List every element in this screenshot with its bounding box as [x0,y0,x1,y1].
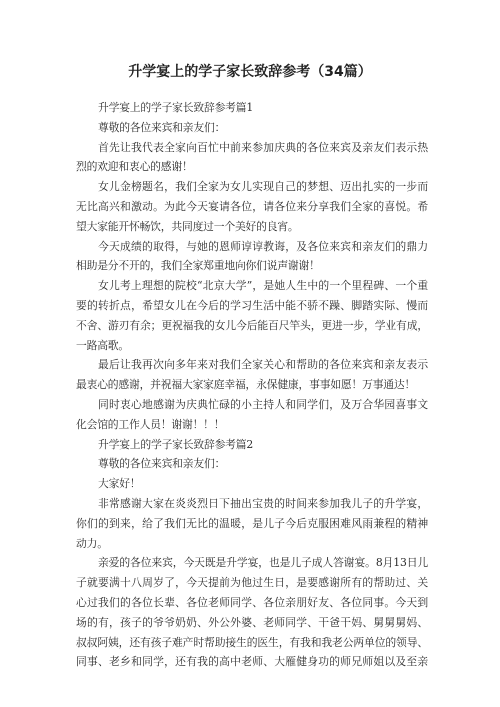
text-line: 同事、老乡和同学，还有我的高中老师、大雁健身功的师兄师姐以及至亲 [76,655,428,669]
text-line: 动力。 [76,536,108,550]
text-line: 女儿金榜题名，我们全家为女儿实现自己的梦想、迈出扎实的一步而 [98,180,428,194]
text-line: 升学宴上的学子家长致辞参考篇2 [98,437,254,451]
text-line: 化会馆的工作人员！谢谢！！！ [76,417,225,431]
text-line: 升学宴上的学子家长致辞参考篇1 [98,101,254,114]
salutation [76,454,428,474]
text-line: 同时衷心地感谢为庆典忙碌的小主持人和同学们，及万合华园喜事文 [98,397,428,411]
paragraph [76,355,428,395]
salutation [76,118,428,138]
text-line: 大家好！ [98,477,141,491]
paragraph [76,237,428,277]
text-line: 非常感谢大家在炎炎烈日下抽出宝贵的时间来参加我儿子的升学宴， [98,496,428,510]
text-line: 亲爱的各位来宾，今天既是升学宴，也是儿子成人答谢宴。8月13日儿 [98,556,428,570]
text-line: 无比高兴和激动。为此今天宴请各位，请各位来分享我们全家的喜悦。希 [76,199,428,213]
document-title: 升学宴上的学子家长致辞参考（34篇） [128,64,372,80]
text-line: 今天成绩的取得，与她的恩师谆谆教诲，及各位来宾和亲友们的鼎力 [98,239,428,253]
text-line: 相助是分不开的，我们全家郑重地向你们说声谢谢！ [76,259,320,273]
text-line: 不舍、游刃有余；更祝福我的女儿今后能百尺竿头，更进一步，学业有成， [76,318,428,332]
text-line: 场的有，孩子的爷爷奶奶、外公外婆、老师同学、干爸干妈、舅舅舅妈、 [76,615,428,629]
text-line: 女儿考上理想的院校“北京大学”，是她人生中的一个里程碑、一个重 [98,279,428,293]
text-line: 望大家能开怀畅饮，共同度过一个美好的良宵。 [76,219,299,233]
text-line: 烈的欢迎和衷心的感谢！ [76,160,193,174]
section-heading [76,435,428,455]
text-line: 你们的到来，给了我们无比的温暖，是儿子今后克服困难风雨兼程的精神 [76,516,428,530]
text-line: 一路高歌。 [76,338,129,352]
text-line: 要的转折点，希望女儿在今后的学习生活中能不骄不躁、脚踏实际、慢而 [76,298,428,312]
paragraph [76,494,428,553]
paragraph [76,395,428,435]
greeting [76,474,428,494]
section-heading [76,98,428,118]
text-line: 首先让我代表全家向百忙中前来参加庆典的各位来宾及亲友们表示热 [98,140,428,154]
paragraph [76,138,428,178]
text-line: 尊敬的各位来宾和亲友们： [98,120,226,134]
paragraph [76,177,428,236]
paragraph [76,276,428,355]
text-line: 最衷心的感谢，并祝福大家家庭幸福，永保健康，事事如愿！万事通达！ [76,378,416,392]
text-line: 最后让我再次向多年来对我们全家关心和帮助的各位来宾和亲友表示 [98,358,428,372]
section-1 [76,98,428,435]
document-body [76,98,428,672]
text-line: 子就要满十八周岁了，今天提前为他过生日，是要感谢所有的帮助过、关 [76,576,428,590]
paragraph [76,553,428,672]
text-line: 叔叔阿姨，还有孩子难产时帮助接生的医生，有我和我老公两单位的领导、 [76,635,428,649]
text-line: 尊敬的各位来宾和亲友们： [98,457,226,471]
text-line: 心过我们的各位长辈、各位老师同学、各位亲朋好友、各位同事。今天到 [76,595,428,609]
section-2 [76,435,428,673]
